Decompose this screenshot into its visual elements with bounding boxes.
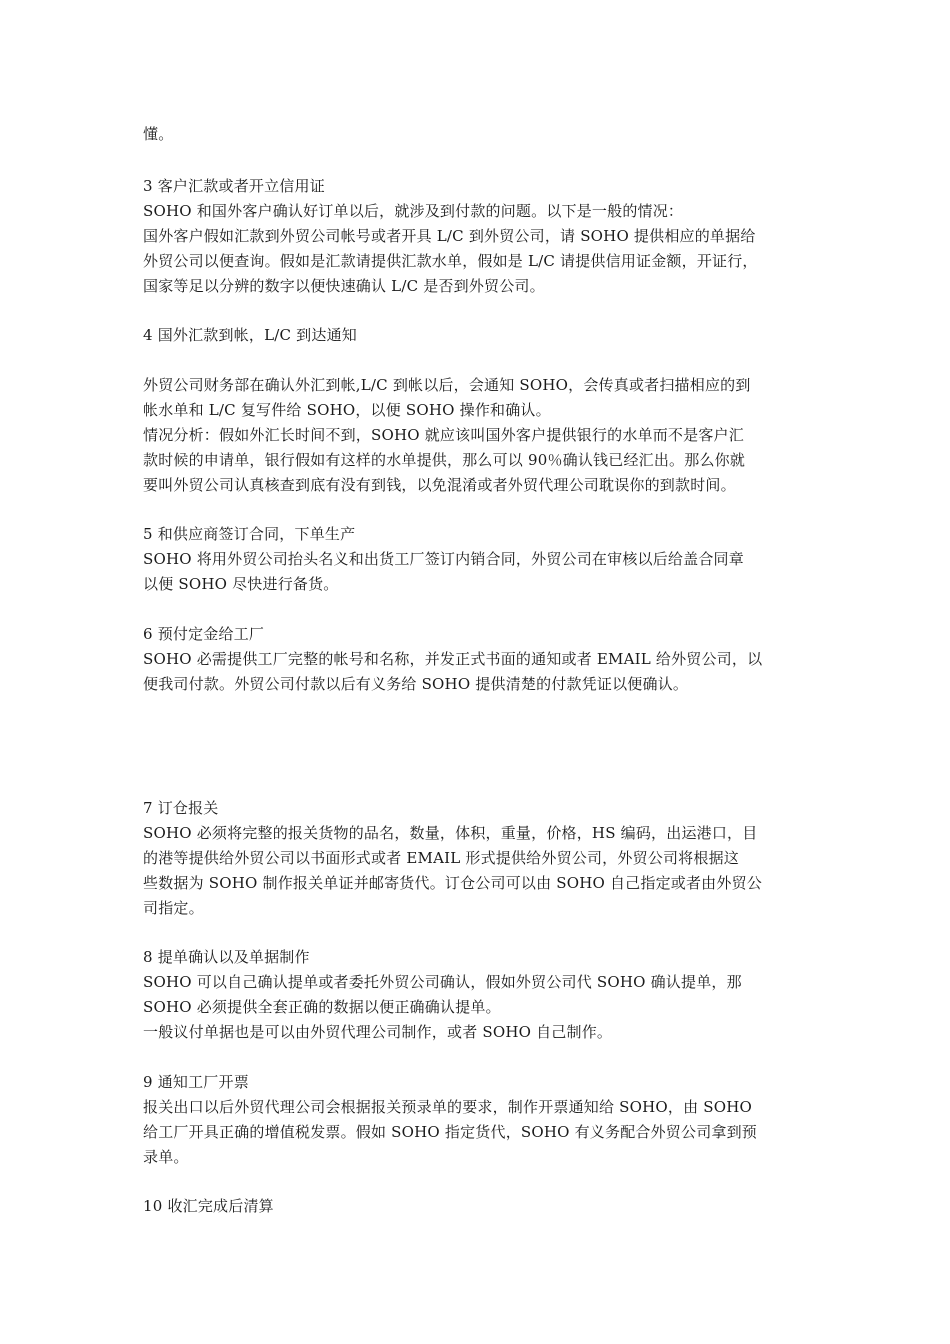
section-heading-8: 8 提单确认以及单据制作 <box>143 948 310 966</box>
section-heading-10: 10 收汇完成后清算 <box>143 1197 274 1215</box>
paragraph-line: SOHO 可以自己确认提单或者委托外贸公司确认，假如外贸公司代 SOHO 确认提单，那 <box>143 973 742 991</box>
section-heading-7: 7 订仓报关 <box>143 799 219 817</box>
paragraph-line: 便我司付款。外贸公司付款以后有义务给 SOHO 提供清楚的付款凭证以便确认。 <box>143 675 689 693</box>
section-heading-9: 9 通知工厂开票 <box>143 1073 249 1091</box>
paragraph-line: SOHO 将用外贸公司抬头名义和出货工厂签订内销合同，外贸公司在审核以后给盖合同章 <box>143 550 744 568</box>
paragraph-line: 款时候的申请单，银行假如有这样的水单提供，那么可以 90％确认钱已经汇出。那么你就 <box>143 451 746 469</box>
section-heading-3: 3 客户汇款或者开立信用证 <box>143 177 325 195</box>
section-heading-4: 4 国外汇款到帐，L/C 到达通知 <box>143 326 357 344</box>
paragraph-line: SOHO 必须提供全套正确的数据以便正确确认提单。 <box>143 998 501 1016</box>
paragraph-line: 给工厂开具正确的增值税发票。假如 SOHO 指定货代，SOHO 有义务配合外贸公司拿到预 <box>143 1123 758 1141</box>
paragraph-line: SOHO 必需提供工厂完整的帐号和名称，并发正式书面的通知或者 EMAIL 给外贸公司，以 <box>143 650 763 668</box>
paragraph-line: 外贸公司以便查询。假如是汇款请提供汇款水单，假如是 L/C 请提供信用证金额，开证行， <box>143 252 758 270</box>
paragraph-line: 一般议付单据也是可以由外贸代理公司制作，或者 SOHO 自己制作。 <box>143 1023 613 1041</box>
section-heading-6: 6 预付定金给工厂 <box>143 625 265 643</box>
paragraph-line: 国外客户假如汇款到外贸公司帐号或者开具 L/C 到外贸公司，请 SOHO 提供相应的单据给 <box>143 227 756 245</box>
paragraph-line: 报关出口以后外贸代理公司会根据报关预录单的要求，制作开票通知给 SOHO，由 SOHO <box>143 1098 753 1116</box>
paragraph-line: 录单。 <box>143 1148 189 1166</box>
paragraph-line: 情况分析：假如外汇长时间不到，SOHO 就应该叫国外客户提供银行的水单而不是客户汇 <box>143 426 744 444</box>
section-heading-5: 5 和供应商签订合同，下单生产 <box>143 525 356 543</box>
paragraph-line: 要叫外贸公司认真核查到底有没有到钱，以免混淆或者外贸代理公司耽误你的到款时间。 <box>143 476 736 494</box>
paragraph-line: 的港等提供给外贸公司以书面形式或者 EMAIL 形式提供给外贸公司，外贸公司将根据这 <box>143 849 739 867</box>
paragraph-line: 司指定。 <box>143 899 204 917</box>
paragraph-line: 以便 SOHO 尽快进行备货。 <box>143 575 339 593</box>
paragraph-line: 帐水单和 L/C 复写件给 SOHO，以便 SOHO 操作和确认。 <box>143 401 551 419</box>
paragraph-line: SOHO 必须将完整的报关货物的品名，数量，体积，重量，价格，HS 编码，出运港口，目 <box>143 824 758 842</box>
paragraph-line: 懂。 <box>143 125 174 143</box>
paragraph-line: 国家等足以分辨的数字以便快速确认 L/C 是否到外贸公司。 <box>143 277 545 295</box>
paragraph-line: 些数据为 SOHO 制作报关单证并邮寄货代。订仓公司可以由 SOHO 自己指定或者由外贸公 <box>143 874 762 892</box>
paragraph-line: 外贸公司财务部在确认外汇到帐,L/C 到帐以后，会通知 SOHO，会传真或者扫描相应的到 <box>143 376 751 394</box>
paragraph-line: SOHO 和国外客户确认好订单以后，就涉及到付款的问题。以下是一般的情况： <box>143 202 684 220</box>
